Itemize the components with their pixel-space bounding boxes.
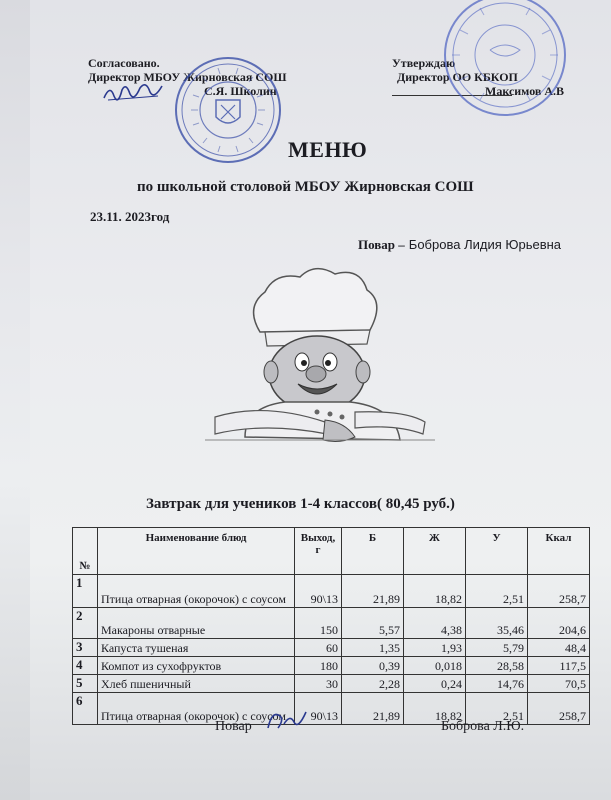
col-kcal: Ккал <box>528 528 590 575</box>
row-number: 4 <box>73 657 98 675</box>
row-output: 30 <box>295 675 342 693</box>
footer-name: Боброва Л.Ю. <box>441 719 525 734</box>
row-b: 21,89 <box>342 693 404 725</box>
row-u: 5,79 <box>466 639 528 657</box>
row-u: 14,76 <box>466 675 528 693</box>
row-number: 5 <box>73 675 98 693</box>
meal-title: Завтрак для учеников 1-4 классов( 80,45 руб.) <box>146 496 455 512</box>
row-zh: 0,24 <box>404 675 466 693</box>
col-number: № <box>73 528 98 575</box>
chef-illustration <box>205 262 435 467</box>
row-u: 28,58 <box>466 657 528 675</box>
approval-left-line1: Согласовано. <box>88 56 160 70</box>
table-row <box>73 675 590 693</box>
col-output: Выход, г <box>295 528 342 575</box>
row-u: 35,46 <box>466 608 528 639</box>
row-number: 2 <box>73 608 98 639</box>
table-row <box>73 639 590 657</box>
footer-role: Повар <box>215 719 252 734</box>
row-dish: Макароны отварные <box>98 608 295 639</box>
menu-date: 23.11. 2023год <box>90 209 170 224</box>
row-output: 150 <box>295 608 342 639</box>
row-kcal: 258,7 <box>528 575 590 608</box>
row-dish: Птица отварная (окорочок) с соусом <box>98 575 295 608</box>
menu-table <box>72 527 590 725</box>
row-number: 3 <box>73 639 98 657</box>
row-output: 180 <box>295 657 342 675</box>
row-dish: Птица отварная (окорочок) с соусом <box>98 693 295 725</box>
cook-signature <box>262 706 312 741</box>
row-zh: 18,82 <box>404 575 466 608</box>
row-kcal: 258,7 <box>528 693 590 725</box>
row-zh: 0,018 <box>404 657 466 675</box>
row-dish: Хлеб пшеничный <box>98 675 295 693</box>
row-kcal: 48,4 <box>528 639 590 657</box>
row-output: 90\13 <box>295 693 342 725</box>
row-zh: 4,38 <box>404 608 466 639</box>
col-b: Б <box>342 528 404 575</box>
approval-right-line3: Максимов А.В <box>485 84 565 98</box>
row-kcal: 117,5 <box>528 657 590 675</box>
table-header-row <box>73 528 590 575</box>
row-output: 90\13 <box>295 575 342 608</box>
approval-left-line2: Директор МБОУ Жирновская СОШ <box>88 70 287 84</box>
row-number: 6 <box>73 693 98 725</box>
row-dish: Капуста тушеная <box>98 639 295 657</box>
approval-left-line3: С.Я. Школин <box>204 84 277 98</box>
row-kcal: 70,5 <box>528 675 590 693</box>
row-b: 0,39 <box>342 657 404 675</box>
row-b: 5,57 <box>342 608 404 639</box>
row-output: 60 <box>295 639 342 657</box>
row-b: 2,28 <box>342 675 404 693</box>
school-stamp-seal <box>173 55 283 165</box>
table-row <box>73 575 590 608</box>
row-u: 2,51 <box>466 575 528 608</box>
approval-right-line2: Директор ОО КБКОП <box>397 70 518 84</box>
col-dish-name: Наименование блюд <box>98 528 295 575</box>
row-zh: 18,82 <box>404 693 466 725</box>
table-row <box>73 608 590 639</box>
row-b: 1,35 <box>342 639 404 657</box>
row-zh: 1,93 <box>404 639 466 657</box>
col-u: У <box>466 528 528 575</box>
cook-name: Боброва Лидия Юрьевна <box>408 237 562 252</box>
row-dish: Компот из сухофруктов <box>98 657 295 675</box>
cook-label: Повар – <box>358 237 405 252</box>
row-number: 1 <box>73 575 98 608</box>
approval-right-line1: Утверждаю <box>392 56 456 70</box>
cook-line <box>358 236 561 254</box>
organization-stamp-seal <box>440 0 570 120</box>
page-subtitle: по школьной столовой МБОУ Жирновская СОШ <box>137 179 474 195</box>
director-signature-left <box>100 78 170 113</box>
row-b: 21,89 <box>342 575 404 608</box>
table-row <box>73 657 590 675</box>
row-kcal: 204,6 <box>528 608 590 639</box>
page-title: МЕНЮ <box>288 137 368 162</box>
row-u: 2,51 <box>466 693 528 725</box>
col-zh: Ж <box>404 528 466 575</box>
